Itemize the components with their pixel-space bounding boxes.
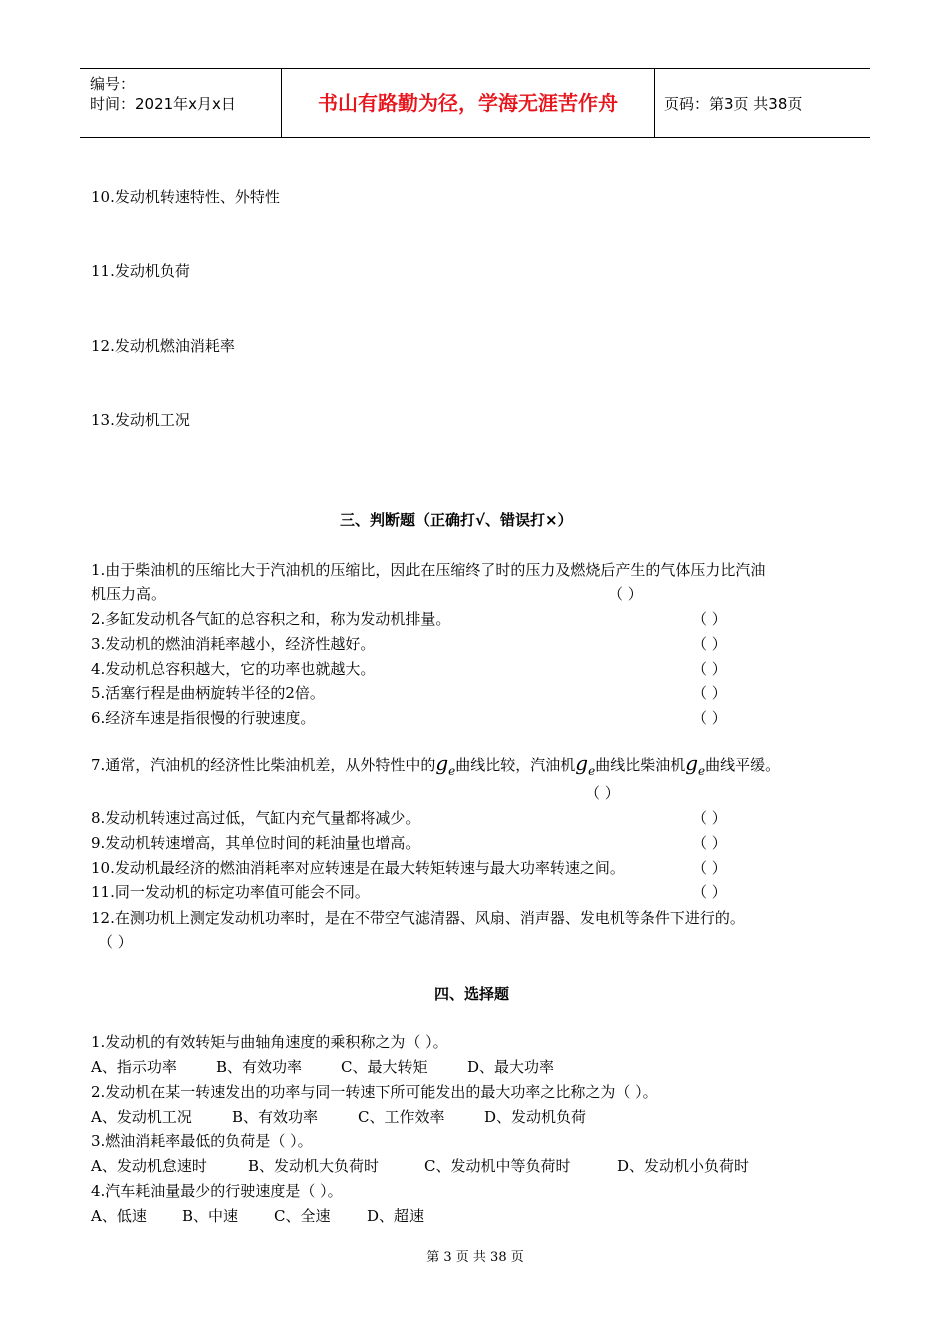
judge-q8: 8.发动机转速过高过低，气缸内充气量都将减少。 xyxy=(91,809,421,827)
choice-q4-options xyxy=(91,1206,424,1226)
answer-blank: （ ） xyxy=(692,635,727,653)
option-d: D、发动机小负荷时 xyxy=(617,1157,750,1175)
option-d: D、最大功率 xyxy=(467,1058,555,1076)
judge-q11: 11.同一发动机的标定功率值可能会不同。 xyxy=(91,883,370,901)
number-label: 编号： xyxy=(90,75,136,93)
option-d: D、超速 xyxy=(367,1207,425,1225)
judge-q1-line1: 1.由于柴油机的压缩比大于汽油机的压缩比，因此在压缩终了时的压力及燃烧后产生的气体压力比汽油 xyxy=(91,561,766,579)
judge-q4: 4.发动机总容积越大，它的功率也就越大。 xyxy=(91,660,376,678)
section-3-title: 三、判断题（正确打√、错误打×） xyxy=(340,511,573,529)
option-a: A、指示功率 xyxy=(91,1058,177,1076)
answer-blank: （ ） xyxy=(98,933,133,951)
ge-subscript: e xyxy=(448,764,456,778)
option-a: A、发动机怠速时 xyxy=(91,1157,207,1175)
section-4-title: 四、选择题 xyxy=(434,985,510,1003)
answer-blank: （ ） xyxy=(692,660,727,678)
judge-q7-text-a: 7.通常，汽油机的经济性比柴油机差，从外特性中的 xyxy=(91,756,436,774)
answer-blank: （ ） xyxy=(692,684,727,702)
choice-q3: 3.燃油消耗率最低的负荷是（ ）。 xyxy=(91,1132,313,1150)
option-a: A、发动机工况 xyxy=(91,1108,192,1126)
header-page-info: 页码：第3页 共38页 xyxy=(664,95,803,113)
judge-q12: 12.在测功机上测定发动机功率时，是在不带空气滤清器、风扇、消声器、发电机等条件下进行的。 xyxy=(91,909,745,927)
option-c: C、全速 xyxy=(274,1207,331,1225)
option-b: B、发动机大负荷时 xyxy=(248,1157,380,1175)
answer-blank: （ ） xyxy=(692,859,727,877)
page-footer: 第 3 页 共 38 页 xyxy=(426,1250,524,1265)
term-10: 10.发动机转速特性、外特性 xyxy=(91,188,280,206)
header-motto: 书山有路勤为径，学海无涯苦作舟 xyxy=(282,69,655,137)
judge-q9: 9.发动机转速增高，其单位时间的耗油量也增高。 xyxy=(91,834,421,852)
header-meta-cell xyxy=(80,69,282,137)
option-c: C、工作效率 xyxy=(358,1108,445,1126)
option-b: B、有效功率 xyxy=(216,1058,303,1076)
ge-subscript: e xyxy=(698,764,706,778)
option-b: B、中速 xyxy=(182,1207,239,1225)
time-label: 时间：2021年x月x日 xyxy=(90,95,236,113)
ge-symbol xyxy=(435,751,456,778)
term-11: 11.发动机负荷 xyxy=(91,262,190,280)
judge-q7-text-d: 曲线平缓。 xyxy=(705,756,781,774)
term-13: 13.发动机工况 xyxy=(91,411,190,429)
option-c: C、发动机中等负荷时 xyxy=(424,1157,571,1175)
ge-symbol xyxy=(685,751,706,778)
page-header xyxy=(80,68,870,138)
answer-blank: （ ） xyxy=(692,809,727,827)
judge-q7 xyxy=(91,753,780,781)
choice-q3-options xyxy=(91,1156,749,1176)
option-a: A、低速 xyxy=(91,1207,147,1225)
choice-q1-options xyxy=(91,1057,554,1077)
judge-q5: 5.活塞行程是曲柄旋转半径的2倍。 xyxy=(91,684,325,702)
ge-letter: g xyxy=(575,751,589,775)
judge-q7-text-c: 曲线比柴油机 xyxy=(595,756,686,774)
answer-blank: （ ） xyxy=(585,784,620,802)
ge-letter: g xyxy=(685,751,699,775)
option-c: C、最大转矩 xyxy=(341,1058,428,1076)
ge-symbol xyxy=(575,751,596,778)
choice-q4: 4.汽车耗油量最少的行驶速度是（ ）。 xyxy=(91,1182,343,1200)
choice-q1: 1.发动机的有效转矩与曲轴角速度的乘积称之为（ ）。 xyxy=(91,1033,448,1051)
answer-blank: （ ） xyxy=(692,883,727,901)
choice-q2-options xyxy=(91,1107,586,1127)
answer-blank: （ ） xyxy=(692,834,727,852)
choice-q2: 2.发动机在某一转速发出的功率与同一转速下所可能发出的最大功率之比称之为（ ）。 xyxy=(91,1083,658,1101)
ge-letter: g xyxy=(435,751,449,775)
option-b: B、有效功率 xyxy=(232,1108,319,1126)
judge-q1-line2: 机压力高。 xyxy=(91,585,167,603)
answer-blank: （ ） xyxy=(692,709,727,727)
answer-blank: （ ） xyxy=(692,610,727,628)
answer-blank: （ ） xyxy=(608,585,643,603)
judge-q10: 10.发动机最经济的燃油消耗率对应转速是在最大转矩转速与最大功率转速之间。 xyxy=(91,859,625,877)
judge-q6: 6.经济车速是指很慢的行驶速度。 xyxy=(91,709,316,727)
judge-q7-text-b: 曲线比较，汽油机 xyxy=(455,756,576,774)
judge-q3: 3.发动机的燃油消耗率越小，经济性越好。 xyxy=(91,635,376,653)
ge-subscript: e xyxy=(588,764,596,778)
term-12: 12.发动机燃油消耗率 xyxy=(91,337,235,355)
option-d: D、发动机负荷 xyxy=(484,1108,587,1126)
judge-q2: 2.多缸发动机各气缸的总容积之和，称为发动机排量。 xyxy=(91,610,451,628)
